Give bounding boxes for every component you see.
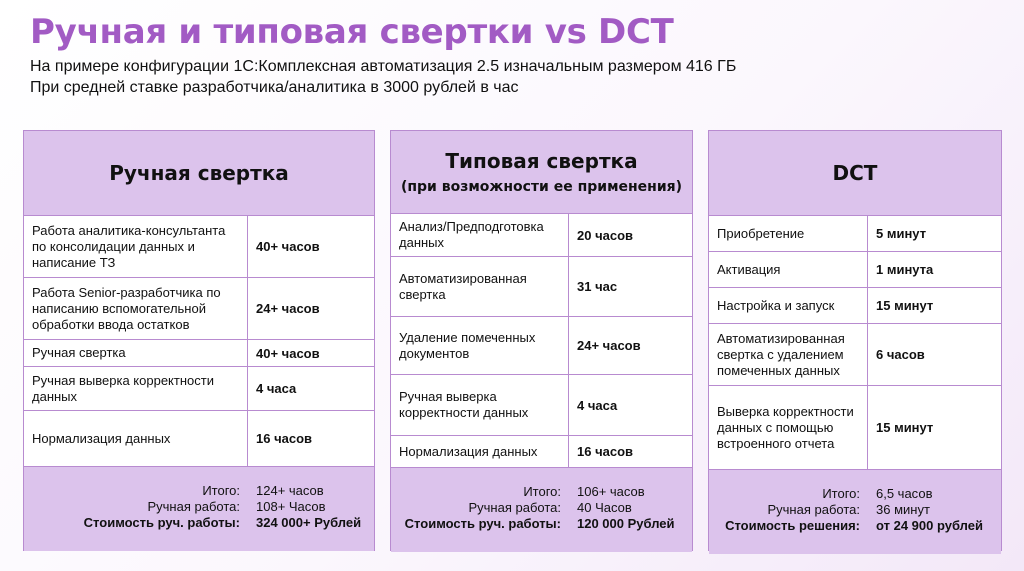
manual-card-header — [24, 131, 374, 216]
row-label: Выверка корректности данных с помощью встроенного отчета — [709, 386, 868, 469]
manual-summary — [24, 467, 374, 551]
row-value: 4 часа — [577, 397, 618, 413]
table-row — [709, 386, 1001, 470]
total-value: 124+ часов — [256, 483, 324, 498]
row-label: Ручная выверка корректности данных — [24, 367, 248, 410]
manual-work-label: Ручная работа: — [468, 500, 561, 515]
row-value: 15 минут — [876, 298, 934, 313]
dct-rows — [709, 216, 1001, 470]
table-row — [24, 367, 374, 411]
total-value: 6,5 часов — [876, 486, 933, 501]
table-row — [709, 252, 1001, 288]
row-value: 4 часа — [256, 381, 297, 396]
typical-summary — [391, 468, 692, 552]
row-value: 24+ часов — [256, 301, 320, 316]
table-row — [709, 216, 1001, 252]
manual-card — [23, 130, 375, 551]
total-label: Итого: — [523, 484, 561, 499]
table-row — [391, 317, 692, 375]
manual-work-value: 108+ Часов — [256, 499, 326, 514]
typical-card-header — [391, 131, 692, 214]
row-label: Нормализация данных — [24, 411, 248, 466]
table-row — [391, 375, 692, 436]
manual-work-label: Ручная работа: — [767, 502, 860, 517]
row-value: 24+ часов — [577, 338, 641, 353]
row-value: 40+ часов — [256, 345, 320, 361]
table-row — [24, 340, 374, 367]
row-label: Удаление помеченных документов — [391, 317, 569, 374]
table-row — [709, 288, 1001, 324]
row-label: Работа аналитика-консультанта по консолидации данных и написание ТЗ — [24, 216, 248, 277]
row-value: 20 часов — [577, 227, 634, 243]
row-value: 6 часов — [876, 347, 925, 362]
row-label: Настройка и запуск — [709, 288, 868, 323]
row-value: 1 минута — [876, 262, 934, 277]
row-label: Работа Senior-разработчика по написанию вспомогательной обработки ввода остатков — [24, 278, 248, 339]
row-label: Активация — [709, 252, 868, 287]
typical-rows — [391, 214, 692, 468]
total-label: Итого: — [822, 486, 860, 501]
cost-label: Стоимость руч. работы: — [404, 516, 561, 531]
manual-work-label: Ручная работа: — [147, 499, 240, 514]
typical-card-subtitle: (при возможности ее применения) — [400, 179, 683, 195]
cost-value: от 24 900 рублей — [876, 518, 983, 533]
table-row — [391, 436, 692, 468]
row-label: Нормализация данных — [391, 436, 569, 467]
manual-rows — [24, 216, 374, 467]
row-value: 31 час — [577, 279, 618, 294]
total-value: 106+ часов — [577, 484, 645, 499]
row-value: 16 часов — [256, 431, 313, 446]
row-value: 16 часов — [577, 444, 634, 459]
cost-value: 120 000 Рублей — [577, 516, 675, 531]
table-row — [24, 411, 374, 467]
typical-card-title: Типовая свертка — [445, 149, 638, 173]
dct-card-title: DCT — [832, 161, 878, 185]
page-subtitle-2: При средней ставке разработчика/аналитика в 3000 рублей в час — [30, 79, 519, 96]
row-label: Ручная выверка корректности данных — [391, 375, 569, 435]
manual-work-value: 40 Часов — [577, 500, 632, 515]
typical-card — [390, 130, 693, 551]
cost-label: Стоимость руч. работы: — [83, 515, 240, 530]
manual-card-title: Ручная свертка — [109, 161, 289, 185]
manual-work-value: 36 минут — [876, 502, 930, 517]
page-title: Ручная и типовая свертки vs DCT — [30, 12, 674, 52]
total-label: Итого: — [202, 483, 240, 498]
page-subtitle-1: На примере конфигурации 1С:Комплексная автоматизация 2.5 изначальным размером 416 ГБ — [30, 58, 737, 75]
table-row — [24, 216, 374, 278]
table-row — [391, 214, 692, 257]
cost-value: 324 000+ Рублей — [256, 515, 362, 530]
row-value: 5 минут — [876, 226, 927, 241]
dct-card-header — [709, 131, 1001, 216]
row-label: Ручная свертка — [24, 340, 248, 366]
row-value: 40+ часов — [256, 239, 320, 254]
dct-summary — [709, 470, 1001, 554]
row-label: Автоматизированная свертка — [391, 257, 569, 316]
row-label: Приобретение — [709, 216, 868, 251]
row-value: 15 минут — [876, 420, 934, 435]
table-row — [24, 278, 374, 340]
cost-label: Стоимость решения: — [725, 518, 860, 533]
row-label: Автоматизированная свертка с удалением помеченных данных — [709, 324, 868, 385]
table-row — [391, 257, 692, 317]
dct-card — [708, 130, 1002, 551]
row-label: Анализ/Предподготовка данных — [391, 214, 569, 256]
table-row — [709, 324, 1001, 386]
